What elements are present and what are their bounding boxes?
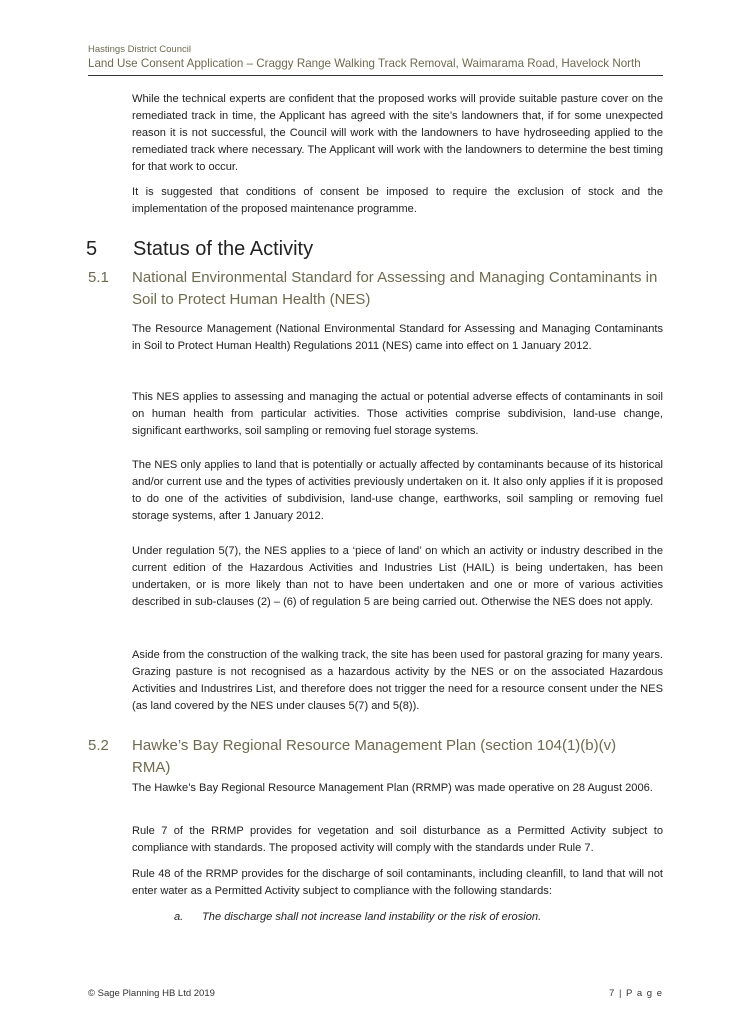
footer-copyright: © Sage Planning HB Ltd 2019 — [88, 988, 215, 999]
intro-paragraph: While the technical experts are confident that the proposed works will provide suitable pasture cover on the remediated track in time, the Applicant has agreed with the site’s landowners that, if for some unexpected reason it is not successful, the Council will work with the landowners to have hydroseeding applied to the remediated track where necessary. The Applicant will work with the landowners to determine the best timing for that work to occur. — [132, 93, 663, 173]
nes-paragraph: Under regulation 5(7), the NES applies to a ‘piece of land’ on which an activity or industry described in the current edition of the Hazardous Activities and Industries List (HAIL) is being undertaken, has been undertaken, or is more likely than not to have been undertaken and one or more of various activities described in sub-clauses (2) – (6) of regulation 5 are being carried out. Otherwise the NES does not apply. — [132, 545, 663, 608]
nes-paragraph: This NES applies to assessing and managing the actual or potential adverse effects of contaminants in soil on human health from particular activities. Those activities comprise subdivision, land-use change, significant earthworks, soil sampling or removing fuel storage systems. — [132, 391, 663, 437]
subsection-title: Hawke’s Bay Regional Resource Management Plan (section 104(1)(b)(v) RMA) — [132, 737, 617, 776]
header-title: Land Use Consent Application – Craggy Range Walking Track Removal, Waimarama Road, Havelock North — [88, 57, 641, 70]
page-number: 7 | P a g e — [609, 988, 663, 999]
nes-paragraph: The Resource Management (National Environmental Standard for Assessing and Managing Contaminants in Soil to Protect Human Health) Regulations 2011 (NES) came into effect on 1 January 2012. — [132, 323, 663, 352]
list-marker: a. — [174, 911, 184, 923]
nes-paragraph: Aside from the construction of the walking track, the site has been used for pastoral grazing for many years. Grazing pasture is not recognised as a hazardous activity by the NES or on the associated Hazardous Activities and Industrires List, and therefore does not trigger the need for a resource consent under the NES (as land covered by the NES under clauses 5(7) and 5(8)). — [132, 649, 663, 712]
section-number: 5 — [86, 238, 98, 260]
intro-paragraph: It is suggested that conditions of consent be imposed to require the exclusion of stock and the implementation of the proposed maintenance programme. — [132, 186, 663, 215]
subsection-number: 5.2 — [88, 737, 109, 754]
standards-list-item — [174, 909, 541, 926]
list-item-text: The discharge shall not increase land instability or the risk of erosion. — [202, 911, 542, 923]
subsection-number: 5.1 — [88, 269, 109, 286]
rrmp-paragraph: Rule 48 of the RRMP provides for the discharge of soil contaminants, including cleanfill, to land that will not enter water as a Permitted Activity subject to compliance with the following standards: — [132, 868, 663, 897]
rrmp-paragraph: Rule 7 of the RRMP provides for vegetation and soil disturbance as a Permitted Activity subject to compliance with standards. The proposed activity will comply with the standards under Rule 7. — [132, 825, 663, 854]
section-title: Status of the Activity — [133, 238, 314, 260]
rrmp-paragraph: The Hawke’s Bay Regional Resource Management Plan (RRMP) was made operative on 28 August 2006. — [132, 782, 653, 794]
page-header — [88, 44, 663, 72]
nes-paragraph: The NES only applies to land that is potentially or actually affected by contaminants because of its historical and/or current use and the types of activities previously undertaken on it. It also only applies if it is proposed to do one of the activities of subdivision, land-use change, earthworks, soil sampling or removing fuel storage systems, after 1 January 2012. — [132, 459, 663, 522]
subsection-title: National Environmental Standard for Assessing and Managing Contaminants in Soil to Protect Human Health (NES) — [132, 269, 658, 308]
header-divider — [88, 75, 663, 76]
header-organization: Hastings District Council — [88, 44, 191, 55]
